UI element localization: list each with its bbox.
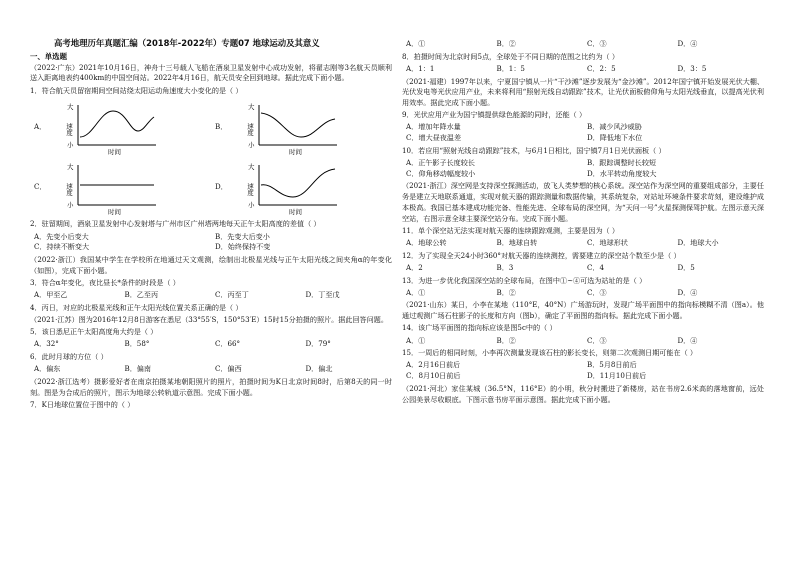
- axis-y-top-label: 大: [248, 163, 255, 172]
- axis-y-bottom-label: 小: [67, 141, 74, 150]
- question-2-options: [30, 232, 392, 253]
- axis-y-bottom-label: 小: [248, 201, 255, 210]
- option-a: A．增加年降水量: [406, 122, 461, 132]
- option-c: C．持续不断变大: [34, 242, 90, 252]
- option-a: A．2月16日前后: [406, 360, 461, 370]
- option-c: C．地球形状: [587, 237, 628, 247]
- question-1: 1．符合航天员留宿期间空间站绕太阳运动角速度大小变化的是（ ）: [30, 85, 243, 95]
- option-d: D．11月10日前后: [587, 371, 647, 381]
- option-b: B．3: [496, 262, 514, 272]
- speed-time-graph-a: [58, 101, 168, 157]
- option-b: B．5月8日前后: [587, 360, 637, 370]
- question-11-options: [402, 238, 764, 249]
- question-14-options: [402, 336, 764, 347]
- option-c: C．增大昼夜温差: [406, 133, 462, 143]
- left-column: [30, 52, 392, 412]
- option-c: C．66°: [215, 339, 241, 349]
- question-14: 14．该广场平面图的指向标应该是图5c中的（ ）: [402, 323, 557, 333]
- option-a: A．1：1: [406, 63, 435, 73]
- question-6-options: [30, 364, 392, 375]
- axis-y-top-label: 大: [67, 103, 74, 112]
- option-d: D．④: [677, 39, 698, 48]
- graph-option-d: [211, 158, 392, 216]
- option-c: C．仰角移动幅度较小: [406, 168, 476, 178]
- axis-x-name: 时间: [289, 208, 302, 217]
- option-c: C．4: [587, 262, 605, 272]
- axis-y-top-label: 大: [67, 163, 74, 172]
- question-3-options: [30, 290, 392, 301]
- option-b: B．乙至丙: [124, 290, 159, 300]
- option-b: B．偏南: [124, 364, 151, 374]
- context-paragraph: （2022·浙江）我国某中学生在学校所在地通过天文观测，绘制出北极星光线与正午太阳光线之间夹角α的年变化（如图），完成下面小题。: [30, 254, 392, 275]
- option-a: A．甲至乙: [34, 290, 68, 300]
- option-b: B．58°: [124, 339, 150, 349]
- question-8-options: [402, 64, 764, 75]
- option-b: B．减少风沙威胁: [587, 122, 642, 132]
- option-b: B．跟踪调整时长较短: [587, 158, 657, 168]
- option-c: C．③: [587, 287, 607, 297]
- graph-label-a: A．: [34, 121, 47, 131]
- option-d: D．偏北: [305, 364, 333, 374]
- option-a: A．①: [406, 287, 426, 297]
- question-12-options: [402, 263, 764, 274]
- page-title: 高考地理历年真题汇编（2018年-2022年）专题07 地球运动及其意义: [54, 38, 320, 48]
- context-paragraph: （2021·福建）1997年以来，宁夏国宁镇从一片“干沙滩”逐步发展为“金沙滩”。2012年国宁镇开始发展光伏大棚、光伏发电等光伏应用产业，未来将利用“照射光线自动跟踪”技术，让光伏面板俯仰角与太阳光线垂直，以提高光伏利用效率。据此完成下面小题。: [402, 76, 764, 108]
- question-10-options: [402, 158, 764, 179]
- question-15-options: [402, 360, 764, 381]
- context-paragraph: （2022·浙江选考）摄影爱好者在南京拍摄某地朝阳照片的照片，拍摄时间为K日北京时间8时，后第8天的同一时刻。图是为合成后的照片，图示为地球公转轨道示意图。完成下面小题。: [30, 376, 392, 397]
- graph-options: [30, 98, 392, 216]
- question-5: 5．该日悉尼正午太阳高度角大约是（ ）: [30, 327, 158, 337]
- question-8: 8．拍摄时间为北京时间5点，全球处于不同日期的范围之比约为（ ）: [402, 51, 619, 61]
- axis-y-name: 速度: [65, 123, 73, 137]
- option-d: D．3：5: [677, 63, 707, 73]
- context-paragraph: （2022·广东）2021年10月16日，神舟十三号载人飞船在酒泉卫星发射中心成功发射，将翟志刚等3名航天员顺利送入距离地表约400km的中国空间站。2022年4月16日，航天员安全回到地球。据此完成下面小题。: [30, 62, 392, 83]
- question-3: 3．符合α年变化，夜比昼长*条件的时段是（ ）: [30, 277, 180, 287]
- option-a: A．正午影子长度较长: [406, 158, 475, 168]
- graph-label-d: D．: [215, 181, 228, 191]
- speed-time-graph-d: [239, 161, 349, 217]
- option-d: D．丁至戊: [305, 290, 340, 300]
- question-7: 7．K日地球位置位于图中的（ ）: [30, 399, 135, 409]
- option-a: A．①: [406, 335, 426, 345]
- option-c: C．偏西: [215, 364, 242, 374]
- question-11: 11．单个深空站无法实现对航天器的连续跟踪观测，主要是因为（ ）: [402, 225, 619, 235]
- question-9-options: [402, 122, 764, 143]
- option-d: D．水平转动角度较大: [587, 168, 657, 178]
- option-d: D．④: [677, 335, 698, 345]
- graph-label-c: C．: [34, 181, 47, 191]
- graph-option-c: [30, 158, 211, 216]
- option-c: C．丙至丁: [215, 290, 249, 300]
- axis-y-top-label: 大: [248, 103, 255, 112]
- section-heading: 一、单选题: [30, 52, 67, 61]
- option-a: A．32°: [34, 339, 59, 349]
- option-b: B．先变大后变小: [215, 231, 270, 241]
- question-15: 15．一周后的相同时刻，小李再次测量发现该石柱的影长变长，则第二次观测日期可能在（ ）: [402, 348, 698, 358]
- axis-y-name: 速度: [246, 123, 254, 137]
- question-13-options: [402, 288, 764, 299]
- option-d: D．降低地下水位: [587, 133, 643, 143]
- question-5-options: [30, 339, 392, 350]
- question-13: 13．为进一步优化我国深空站的全球布局，在图中①~④可选为站址的是（ ）: [402, 275, 647, 285]
- option-c: C．③: [587, 335, 607, 345]
- option-b: B．②: [496, 39, 516, 48]
- option-a: A．①: [406, 39, 426, 48]
- option-a: A．地球公转: [406, 237, 447, 247]
- option-d: D．始终保持不变: [215, 242, 271, 252]
- option-c: C．2：5: [587, 63, 616, 73]
- option-b: B．地球自转: [496, 237, 538, 247]
- option-c: C．③: [587, 39, 607, 48]
- context-paragraph: （2021·江苏）图为2016年12月8日游客在悉尼（33°55′S，150°53′E）15时15分拍摄的照片。据此回答问题。: [30, 314, 388, 324]
- question-9: 9．光伏应用产业为国宁镇提供绿色能源的同时，还能（ ）: [402, 110, 587, 120]
- graph-option-b: [211, 98, 392, 156]
- option-b: B．1：5: [496, 63, 525, 73]
- context-paragraph: （2021·山东）某日，小李在某地（110°E，40°N）广场游玩时，发现广场平面图中的指向标模糊不清（图a）。他通过观测广场石柱影子的长度和方向（图b），确定了平面图的指向标。据此完成下面小题。: [402, 300, 764, 321]
- option-b: B．②: [496, 335, 516, 345]
- speed-time-graph-b: [239, 101, 349, 157]
- context-paragraph: （2021·浙江）深空网是支持深空探测活动，放飞人类梦想的核心系统。深空站作为深空网的重要组成部分，主要任务是建立天地联系通道，实现对航天器的跟踪测量和数据传输，其系统复杂，对站址环境条件要求苛刻，建设维护成本极高。我国已基本建成功能完备、性能先进、全球布局的深空网，为“天问一号”火星探测保驾护航。左图示意天深空站，右图示意全球主要深空站分布。完成下面小题。: [402, 181, 764, 223]
- axis-y-name: 速度: [65, 183, 73, 197]
- question-10: 10．若应用“照射光线自动跟踪”技术，与6月1日相比，国宁镇7月1日光伏面板（ ）: [402, 145, 666, 155]
- question-4: 4．丙日，对应的北极星光线和正午太阳光线位置关系正确的是（ ）: [30, 302, 243, 312]
- option-a: A．先变小后变大: [34, 231, 89, 241]
- axis-y-bottom-label: 小: [67, 201, 74, 210]
- option-d: D．79°: [305, 339, 331, 349]
- speed-time-graph-c: [58, 161, 168, 217]
- axis-x-name: 时间: [289, 148, 302, 157]
- option-d: D．5: [677, 262, 695, 272]
- question-6: 6．此时月球的方位（ ）: [30, 352, 108, 362]
- question-2: 2．驻留期间，酒泉卫星发射中心发射塔与广州市区广州塔两地每天正午太阳高度的差值（ ）: [30, 219, 321, 229]
- axis-y-name: 速度: [246, 183, 254, 197]
- question-7-options: [402, 39, 764, 50]
- option-b: B．②: [496, 287, 516, 297]
- option-d: D．地球大小: [677, 237, 719, 247]
- right-column: [402, 38, 764, 407]
- option-a: A．2: [406, 262, 423, 272]
- option-c: C．8月10日前后: [406, 371, 461, 381]
- axis-y-bottom-label: 小: [248, 141, 255, 150]
- context-paragraph: （2021·河北）家住某城（36.5°N，116°E）的小明，秋分时搬进了新楼房，站在书房2.6米高的落地窗前，远处公园美景尽收眼底。下图示意书房平面示意图。据此完成下面小题。: [402, 383, 764, 404]
- axis-x-name: 时间: [108, 148, 121, 157]
- graph-option-a: [30, 98, 211, 156]
- option-a: A．偏东: [34, 364, 61, 374]
- graph-label-b: B．: [215, 121, 228, 131]
- question-12: 12．为了实现全天24小时360°对航天器的连续测控，需要建立的深空站个数至少是（ ）: [402, 250, 681, 260]
- option-d: D．④: [677, 287, 698, 297]
- axis-x-name: 时间: [108, 208, 121, 217]
